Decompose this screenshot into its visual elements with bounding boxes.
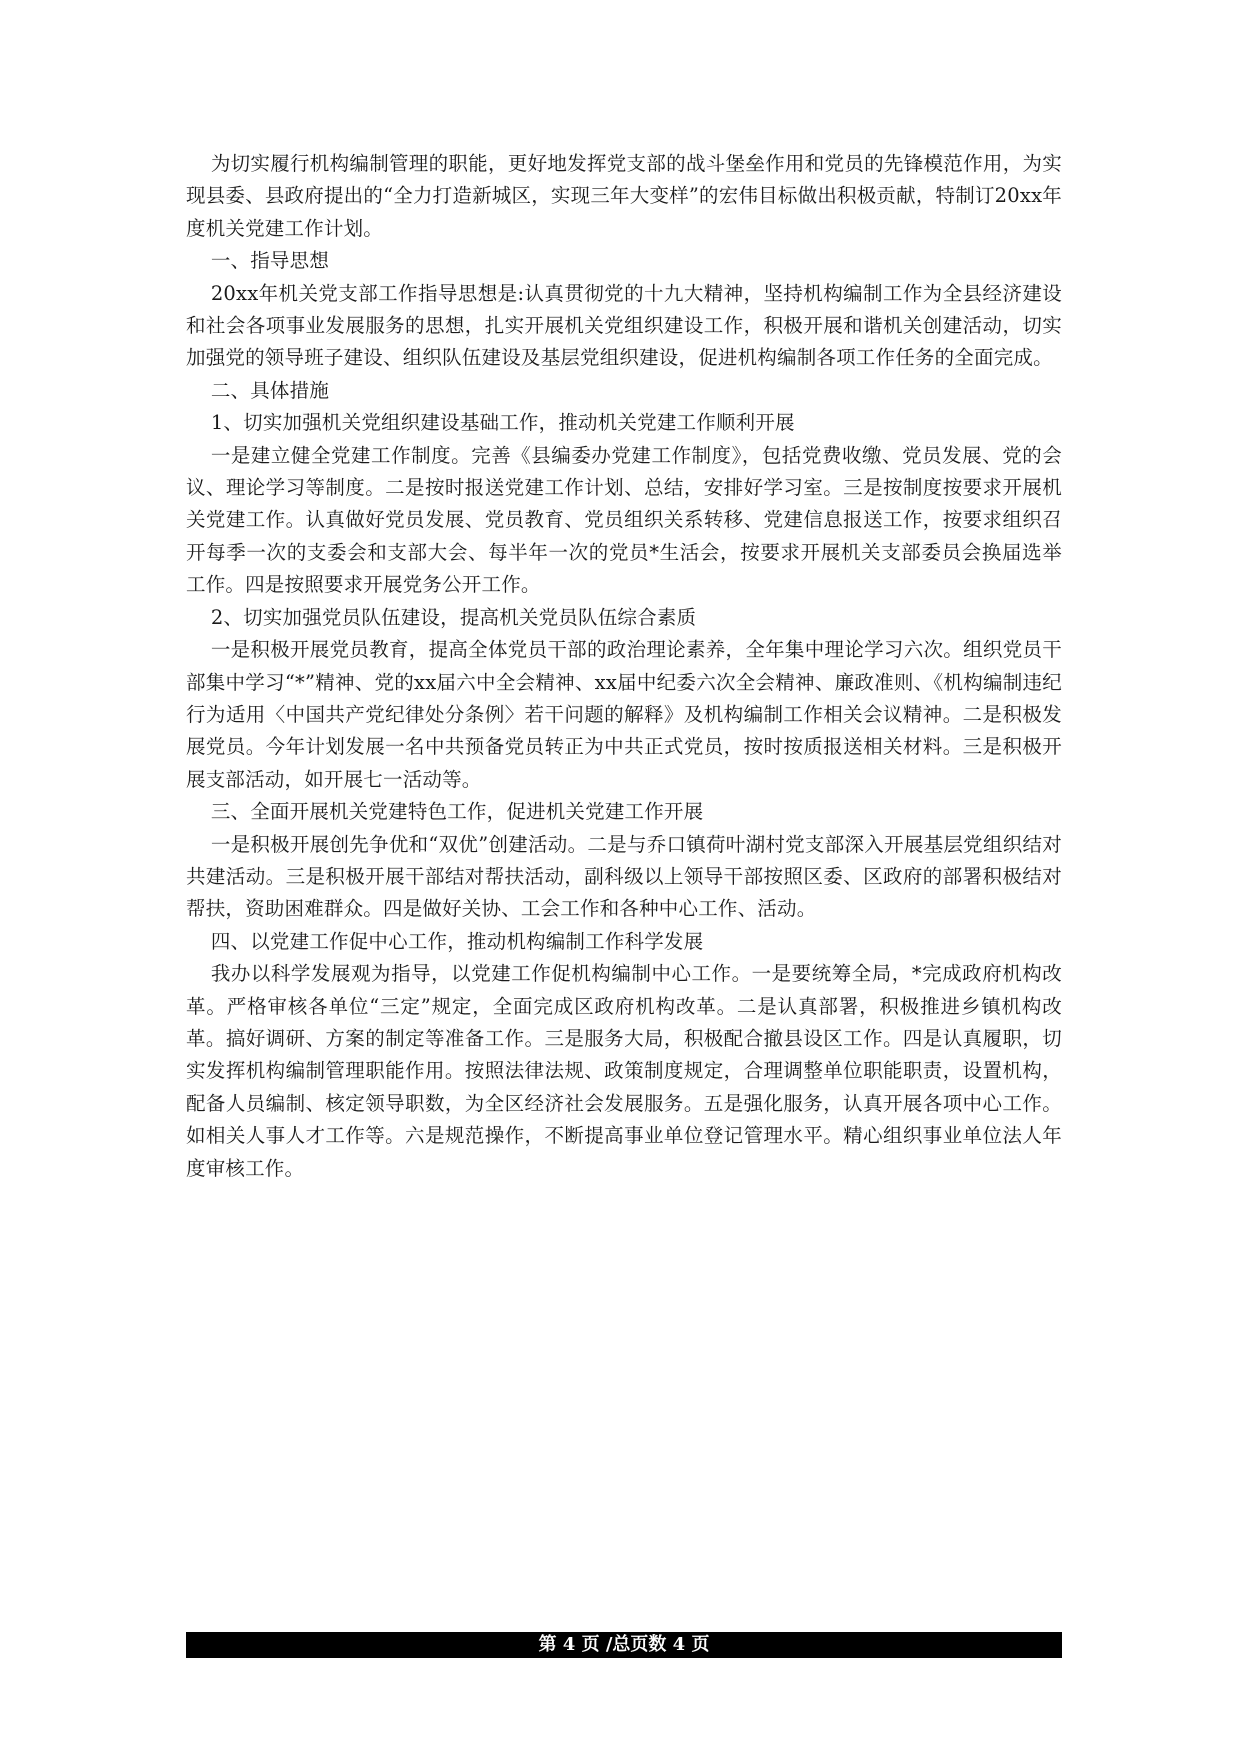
special-work-paragraph: 一是积极开展创先争优和“双优”创建活动。二是与乔口镇荷叶湖村党支部深入开展基层党组织结对共建活动。三是积极开展干部结对帮扶活动，副科级以上领导干部按照区委、区政府的部署积极结对帮扶，资助困难群众。四是做好关协、工会工作和各种中心工作、活动。 bbox=[186, 832, 1062, 921]
subheading-organization-building: 1、切实加强机关党组织建设基础工作，推动机关党建工作顺利开展 bbox=[210, 411, 795, 435]
intro-paragraph: 为切实履行机构编制管理的职能，更好地发挥党支部的战斗堡垒作用和党员的先锋模范作用，为实现县委、县政府提出的“全力打造新城区，实现三年大变样”的宏伟目标做出积极贡献，特制订20xx年度机关党建工作计划。 bbox=[186, 152, 1062, 240]
section-heading-guiding-ideology: 一、指导思想 bbox=[210, 249, 330, 273]
section-heading-measures: 二、具体措施 bbox=[210, 378, 330, 402]
subheading-member-team-building: 2、切实加强党员队伍建设，提高机关党员队伍综合素质 bbox=[210, 605, 697, 629]
guiding-ideology-paragraph: 20xx年机关党支部工作指导思想是:认真贯彻党的十九大精神，坚持机构编制工作为全县经济建设和社会各项事业发展服务的思想，扎实开展机关党组织建设工作，积极开展和谐机关创建活动，切实加强党的领导班子建设、组织队伍建设及基层党组织建设，促进机构编制各项工作任务的全面完成。 bbox=[186, 281, 1062, 370]
page-number-label: 第 4 页 /总页数 4 页 bbox=[538, 1634, 710, 1655]
central-work-paragraph: 我办以科学发展观为指导，以党建工作促机构编制中心工作。一是要统筹全局，*完成政府机构改革。严格审核各单位“三定”规定，全面完成区政府机构改革。二是认真部署，积极推进乡镇机构改革。搞好调研、方案的制定等准备工作。三是服务大局，积极配合撤县设区工作。四是认真履职，切实发挥机构编制管理职能作用。按照法律法规、政策制度规定，合理调整单位职能职责，设置机构，配备人员编制、核定领导职数，为全区经济社会发展服务。五是强化服务，认真开展各项中心工作。如相关人事人才工作等。六是规范操作，不断提高事业单位登记管理水平。精心组织事业单位法人年度审核工作。 bbox=[186, 962, 1062, 1180]
member-team-building-paragraph: 一是积极开展党员教育，提高全体党员干部的政治理论素养，全年集中理论学习六次。组织党员干部集中学习“*”精神、党的xx届六中全会精神、xx届中纪委六次全会精神、廉政准则、《机构编制违纪行为适用〈中国共产党纪律处分条例〉若干问题的解释》及机构编制工作相关会议精神。二是积极发展党员。今年计划发展一名中共预备党员转正为中共正式党员，按时按质报送相关材料。三是积极开展支部活动，如开展七一活动等。 bbox=[186, 638, 1062, 791]
section-heading-special-work: 三、全面开展机关党建特色工作，促进机关党建工作开展 bbox=[210, 800, 704, 824]
organization-building-paragraph: 一是建立健全党建工作制度。完善《县编委办党建工作制度》，包括党费收缴、党员发展、党的会议、理论学习等制度。二是按时报送党建工作计划、总结，安排好学习室。三是按制度按要求开展机关党建工作。认真做好党员发展、党员教育、党员组织关系转移、党建信息报送工作，按要求组织召开每季一次的支委会和支部大会、每半年一次的党员*生活会，按要求开展机关支部委员会换届选举工作。四是按照要求开展党务公开工作。 bbox=[186, 443, 1062, 597]
section-heading-central-work: 四、以党建工作促中心工作，推动机构编制工作科学发展 bbox=[210, 929, 704, 953]
document-body bbox=[186, 148, 1062, 1185]
page-footer bbox=[186, 1632, 1062, 1658]
